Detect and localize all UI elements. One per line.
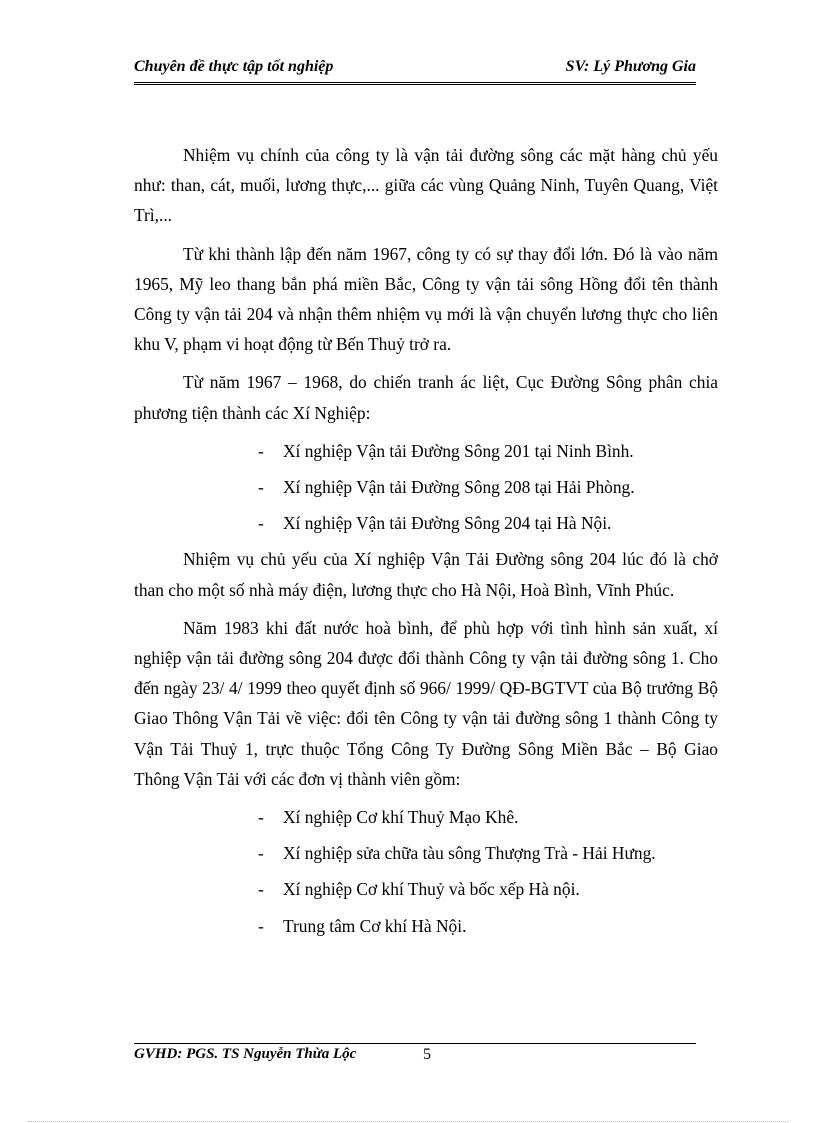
- list-item: - Xí nghiệp Vận tải Đường Sông 208 tại Hải Phòng.: [134, 472, 718, 502]
- page-boundary: [28, 1121, 788, 1122]
- page-number: 5: [423, 1046, 431, 1063]
- list-item: - Xí nghiệp sửa chữa tàu sông Thượng Trà - Hải Hưng.: [134, 838, 718, 868]
- list-item: - Trung tâm Cơ khí Hà Nội.: [134, 911, 718, 941]
- bullet-dash: -: [258, 915, 264, 936]
- member-units-list: [134, 802, 718, 941]
- header-student: SV: Lý Phương Gia: [565, 58, 696, 75]
- paragraph-4: Nhiệm vụ chủ yếu của Xí nghiệp Vận Tải Đường sông 204 lúc đó là chở than cho một số nhà máy điện, lương thực cho Hà Nội, Hoà Bình, Vĩnh Phúc.: [134, 549, 718, 600]
- bullet-dash: -: [258, 843, 264, 864]
- footer-divider: [134, 1043, 696, 1044]
- paragraph-5: Năm 1983 khi đất nước hoà bình, để phù hợp với tình hình sản xuất, xí nghiệp vận tải đường sông 204 được đổi thành Công ty vận tải đường sông 1. Cho đến ngày 23/ 4/ 1999 theo quyết định số 966/ 1999/ QĐ-BGTVT của Bộ trưởng Bộ Giao Thông Vận Tải về việc: đổi tên Công ty vận tải đường sông 1 thành Công ty Vận Tải Thuỷ 1, trực thuộc Tổng Công Ty Đường Sông Miền Bắc – Bộ Giao Thông Vận Tải với các đơn vị thành viên gồm:: [134, 617, 718, 789]
- bullet-dash: -: [258, 440, 264, 461]
- bullet-dash: -: [258, 513, 264, 534]
- list-item: - Xí nghiệp Cơ khí Thuỷ Mạo Khê.: [134, 802, 718, 832]
- list-item: - Xí nghiệp Vận tải Đường Sông 201 tại Ninh Bình.: [134, 436, 718, 466]
- paragraph-1: Nhiệm vụ chính của công ty là vận tải đường sông các mặt hàng chủ yếu như: than, cát, muối, lương thực,... giữa các vùng Quảng Ninh, Tuyên Quang, Việt Trì,...: [134, 145, 718, 226]
- paragraph-3: Từ năm 1967 – 1968, do chiến tranh ác liệt, Cục Đường Sông phân chia phương tiện thành các Xí Nghiệp:: [134, 372, 718, 423]
- bullet-dash: -: [258, 477, 264, 498]
- document-body: [134, 140, 718, 947]
- header-title: Chuyên đề thực tập tốt nghiệp: [134, 58, 334, 75]
- enterprise-list-1: [134, 436, 718, 539]
- header-divider: [134, 82, 696, 85]
- list-item: - Xí nghiệp Vận tải Đường Sông 204 tại Hà Nội.: [134, 508, 718, 538]
- bullet-dash: -: [258, 807, 264, 828]
- page-footer: [134, 1046, 431, 1063]
- bullet-dash: -: [258, 879, 264, 900]
- paragraph-2: Từ khi thành lập đến năm 1967, công ty có sự thay đổi lớn. Đó là vào năm 1965, Mỹ leo thang bắn phá miền Bắc, Công ty vận tải sông Hồng đổi tên thành Công ty vận tải 204 và nhận thêm nhiệm vụ mới là vận chuyển lương thực cho liên khu V, phạm vi hoạt động từ Bến Thuỷ trở ra.: [134, 243, 718, 355]
- list-item: - Xí nghiệp Cơ khí Thuỷ và bốc xếp Hà nội.: [134, 874, 718, 904]
- footer-supervisor: GVHD: PGS. TS Nguyễn Thừa Lộc: [134, 1046, 357, 1062]
- page-header: [134, 56, 696, 82]
